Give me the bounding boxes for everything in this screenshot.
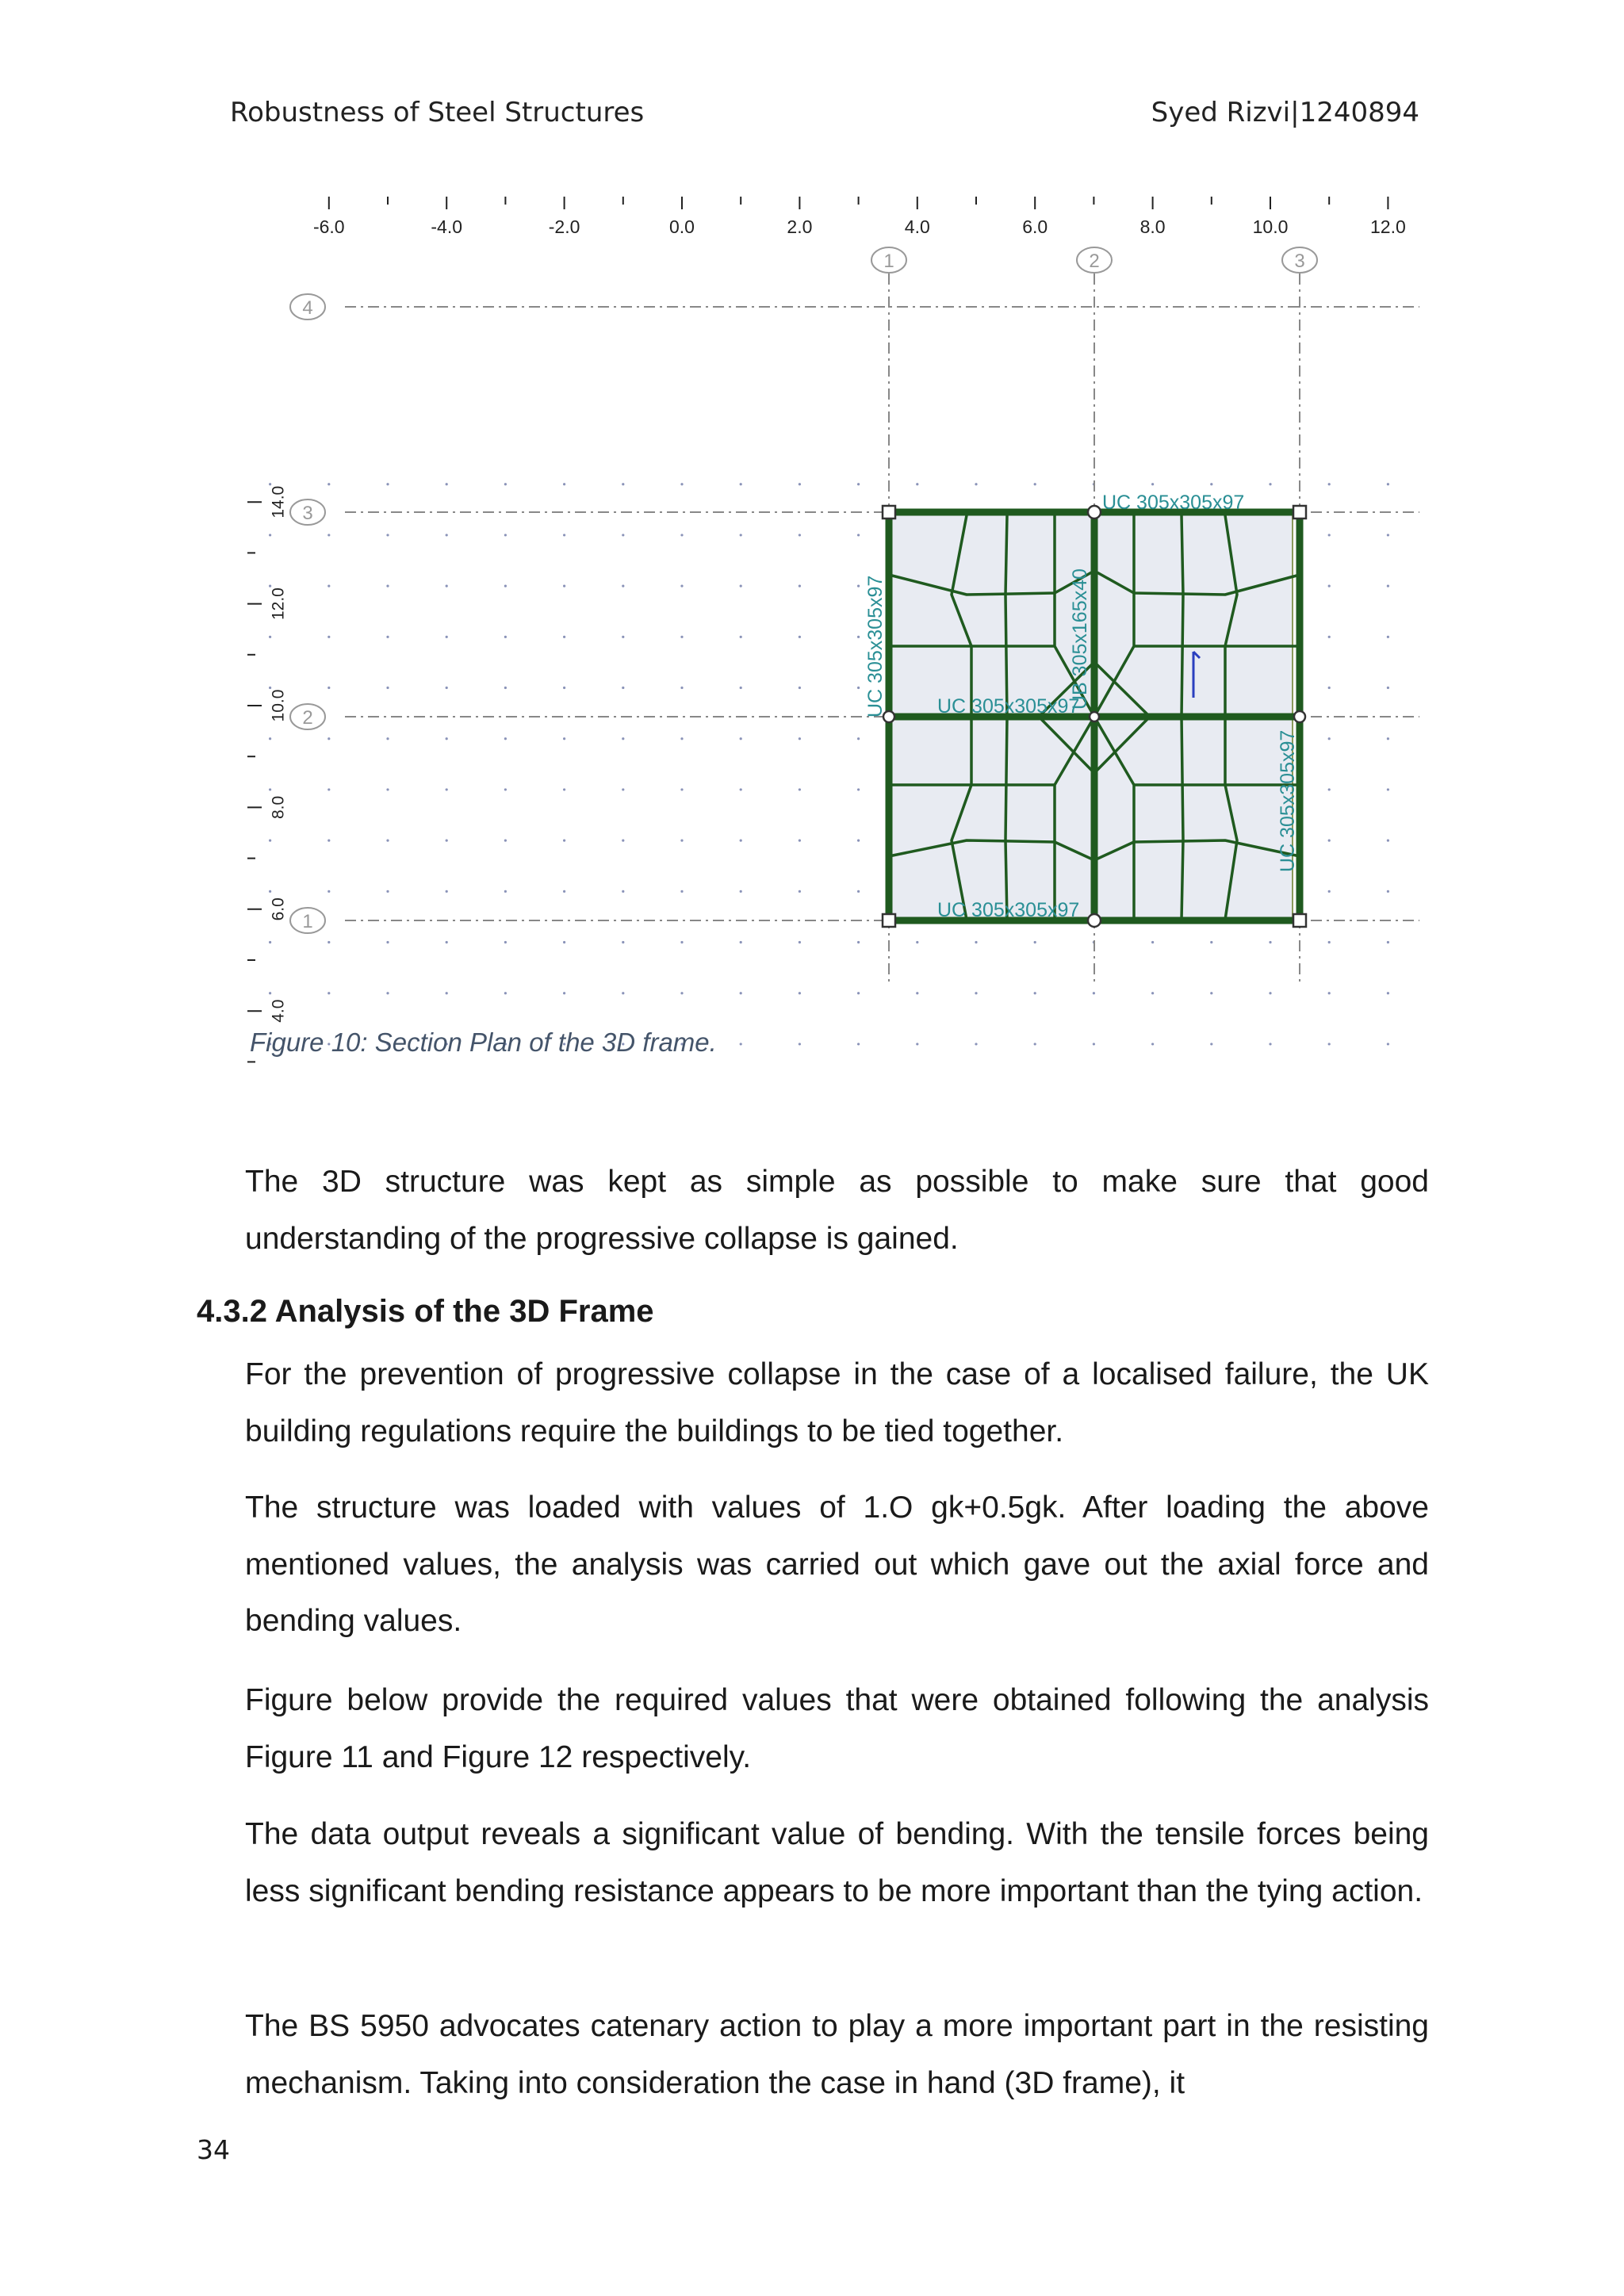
grid-dot: [857, 636, 860, 638]
grid-dot: [740, 483, 742, 485]
grid-dot: [1387, 737, 1389, 740]
grid-dot: [740, 992, 742, 994]
grid-dot: [680, 840, 683, 842]
grid-dot: [1269, 483, 1271, 485]
grid-dot: [386, 687, 389, 689]
grid-dot: [680, 890, 683, 893]
grid-dot: [740, 890, 742, 893]
grid-dot: [799, 534, 801, 536]
grid-dot: [1151, 992, 1154, 994]
grid-dot: [622, 992, 624, 994]
grid-dot: [1328, 534, 1331, 536]
grid-dot: [269, 636, 271, 638]
grid-dot: [446, 737, 448, 740]
grid-dot: [327, 840, 330, 842]
member-label-mid-beam: UC 305x305x97: [937, 695, 1080, 718]
grid-dot: [269, 737, 271, 740]
grid-dot: [563, 687, 565, 689]
grid-dot: [1328, 941, 1331, 943]
grid-dot: [857, 687, 860, 689]
grid-dot: [446, 890, 448, 893]
grid-dot: [563, 840, 565, 842]
grid-dot: [446, 992, 448, 994]
grid-dot: [857, 992, 860, 994]
grid-dot: [1034, 941, 1036, 943]
grid-dot: [1328, 585, 1331, 587]
x-tick-label: 12.0: [1370, 216, 1406, 237]
grid-dot: [386, 840, 389, 842]
grid-dot: [327, 737, 330, 740]
grid-dot: [740, 585, 742, 587]
grid-dot: [504, 840, 507, 842]
grid-dot: [327, 585, 330, 587]
x-tick-label: -4.0: [431, 216, 463, 237]
grid-dot: [504, 483, 507, 485]
grid-dot: [857, 483, 860, 485]
grid-dot: [1387, 992, 1389, 994]
grid-dot: [799, 788, 801, 790]
grid-dot: [504, 636, 507, 638]
grid-dot: [1328, 687, 1331, 689]
x-tick-label: 2.0: [787, 216, 813, 237]
grid-dot: [1387, 788, 1389, 790]
y-axis-ticks: [247, 486, 288, 1062]
grid-dot: [446, 483, 448, 485]
section-plan-figure: [238, 182, 1427, 1023]
grid-dot: [680, 788, 683, 790]
member-label-bottom-beam: UC 305x305x97: [937, 899, 1080, 921]
grid-dot: [975, 992, 977, 994]
grid-dot: [563, 788, 565, 790]
paragraph: The data output reveals a significant value of bending. With the tensile forces being less significant bending resistance appears to be more important than the tying action.: [245, 1817, 1429, 1908]
grid-dot: [563, 737, 565, 740]
grid-dot: [1387, 483, 1389, 485]
grid-dot: [327, 941, 330, 943]
grid-dot: [1034, 1043, 1036, 1045]
grid-dot: [327, 788, 330, 790]
grid-dot: [799, 992, 801, 994]
grid-dot: [386, 534, 389, 536]
grid-dot: [740, 1043, 742, 1045]
page-number: 34: [197, 2134, 230, 2165]
grid-dot: [799, 1043, 801, 1045]
grid-dot: [622, 788, 624, 790]
grid-dot: [799, 687, 801, 689]
grid-dot: [446, 636, 448, 638]
grid-dot: [386, 992, 389, 994]
grid-dot: [269, 687, 271, 689]
grid-dot: [1328, 992, 1331, 994]
x-tick-label: 0.0: [669, 216, 695, 237]
grid-dot: [1034, 992, 1036, 994]
grid-dot: [563, 585, 565, 587]
grid-dot: [680, 737, 683, 740]
paragraph: For the prevention of progressive collapse in the case of a localised failure, the UK building regulations require the buildings to be tied together.: [245, 1357, 1429, 1448]
grid-dot: [740, 737, 742, 740]
grid-dot: [916, 1043, 918, 1045]
grid-dot: [327, 534, 330, 536]
grid-dot: [446, 585, 448, 587]
grid-dot: [386, 737, 389, 740]
grid-dot: [327, 992, 330, 994]
grid-dot: [857, 890, 860, 893]
figure-caption: Figure 10: Section Plan of the 3D frame.: [250, 1027, 717, 1057]
x-tick-label: -6.0: [312, 216, 345, 237]
grid-bubble-label: 4: [302, 297, 313, 319]
grid-dot: [269, 992, 271, 994]
grid-dot: [386, 941, 389, 943]
grid-dot: [1328, 483, 1331, 485]
grid-dot: [1328, 1043, 1331, 1045]
grid-dot: [622, 585, 624, 587]
y-tick-label: 12.0: [269, 587, 288, 621]
grid-dot: [1387, 585, 1389, 587]
member-label-mid-column: UB 305x165x40: [1069, 568, 1091, 710]
x-tick-label: 10.0: [1252, 216, 1289, 237]
y-tick-label: 8.0: [269, 795, 288, 820]
y-tick-label: 10.0: [269, 689, 288, 722]
grid-dot: [1387, 687, 1389, 689]
grid-dot: [269, 534, 271, 536]
grid-dot: [269, 585, 271, 587]
grid-dot: [916, 483, 918, 485]
grid-dot: [446, 534, 448, 536]
grid-dot: [622, 840, 624, 842]
grid-dot: [1387, 890, 1389, 893]
grid-bubble-label: 1: [883, 251, 894, 272]
grid-dot: [1269, 1043, 1271, 1045]
grid-dot: [269, 941, 271, 943]
section-heading: 4.3.2 Analysis of the 3D Frame: [197, 1294, 654, 1329]
grid-dot: [622, 890, 624, 893]
grid-bubble-label: 1: [302, 911, 313, 932]
grid-dot: [857, 840, 860, 842]
member-label-right-column: UC 305x305x97: [1277, 729, 1299, 872]
grid-dot: [269, 890, 271, 893]
paragraph: Figure below provide the required values that were obtained following the analysis Figure 11 and Figure 12 respectively.: [245, 1683, 1429, 1774]
running-header-title: Robustness of Steel Structures: [230, 97, 645, 128]
grid-dot: [1387, 941, 1389, 943]
grid-dot: [680, 687, 683, 689]
paragraph: The structure was loaded with values of 1.O gk+0.5gk. After loading the above mentioned values, the analysis was carried out which gave out the axial force and bending values.: [245, 1490, 1429, 1638]
grid-dot: [386, 636, 389, 638]
grid-dot: [857, 788, 860, 790]
grid-dot: [1034, 483, 1036, 485]
x-tick-label: -2.0: [548, 216, 580, 237]
grid-dot: [740, 941, 742, 943]
grid-dot: [680, 941, 683, 943]
grid-dot: [1210, 941, 1212, 943]
grid-dot: [1328, 840, 1331, 842]
grid-dot: [563, 890, 565, 893]
grid-dot: [446, 941, 448, 943]
grid-dot: [504, 992, 507, 994]
grid-dot: [504, 585, 507, 587]
grid-dot: [622, 636, 624, 638]
grid-dot: [975, 941, 977, 943]
grid-dot: [916, 941, 918, 943]
grid-dot: [504, 534, 507, 536]
grid-dot: [1328, 890, 1331, 893]
grid-dot: [799, 890, 801, 893]
grid-dot: [622, 737, 624, 740]
grid-dot: [857, 585, 860, 587]
grid-dot: [1210, 992, 1212, 994]
grid-dot: [1328, 636, 1331, 638]
grid-dot: [799, 941, 801, 943]
grid-dot: [799, 636, 801, 638]
grid-dot: [386, 483, 389, 485]
grid-dot: [504, 687, 507, 689]
grid-dot: [1387, 534, 1389, 536]
grid-dot: [269, 788, 271, 790]
x-axis-ticks: [313, 197, 1406, 237]
grid-dot: [1210, 483, 1212, 485]
grid-dot: [740, 788, 742, 790]
grid-dot: [857, 737, 860, 740]
grid-dot: [386, 890, 389, 893]
grid-dot: [799, 483, 801, 485]
grid-dot: [563, 636, 565, 638]
grid-dot: [680, 636, 683, 638]
grid-dot: [857, 534, 860, 536]
running-header-author: Syed Rizvi|1240894: [1151, 97, 1419, 128]
grid-dot: [446, 840, 448, 842]
grid-dot: [740, 534, 742, 536]
grid-dot: [1387, 636, 1389, 638]
member-label-left-column: UC 305x305x97: [864, 575, 887, 718]
grid-dot: [327, 687, 330, 689]
grid-dot: [680, 534, 683, 536]
grid-dot: [975, 1043, 977, 1045]
grid-dot: [680, 483, 683, 485]
grid-dot: [680, 992, 683, 994]
grid-dot: [1387, 840, 1389, 842]
grid-dot: [1151, 483, 1154, 485]
grid-dot: [504, 890, 507, 893]
grid-dot: [1093, 1043, 1095, 1045]
grid-bubble-label: 3: [1294, 251, 1305, 272]
grid-dot: [1387, 1043, 1389, 1045]
grid-dot: [386, 788, 389, 790]
grid-dot: [916, 992, 918, 994]
grid-dot: [799, 840, 801, 842]
grid-dot: [563, 941, 565, 943]
grid-dot: [1328, 788, 1331, 790]
grid-dot: [1328, 737, 1331, 740]
grid-dot: [740, 687, 742, 689]
grid-dot: [269, 483, 271, 485]
grid-dot: [680, 585, 683, 587]
grid-dot: [1269, 992, 1271, 994]
grid-dot: [799, 737, 801, 740]
grid-dot: [504, 788, 507, 790]
x-tick-label: 6.0: [1022, 216, 1048, 237]
grid-dot: [857, 1043, 860, 1045]
grid-dot: [327, 890, 330, 893]
grid-bubble-label: 2: [302, 707, 313, 729]
grid-dot: [622, 941, 624, 943]
grid-dot: [563, 483, 565, 485]
x-tick-label: 8.0: [1139, 216, 1166, 237]
y-tick-label: 4.0: [269, 999, 288, 1023]
grid-dot: [563, 992, 565, 994]
grid-dot: [1151, 941, 1154, 943]
grid-dot: [1210, 1043, 1212, 1045]
grid-dot: [1151, 1043, 1154, 1045]
grid-dot: [799, 585, 801, 587]
grid-dot: [1269, 941, 1271, 943]
grid-dot: [327, 636, 330, 638]
grid-bubble-label: 2: [1089, 251, 1100, 272]
grid-dot: [269, 840, 271, 842]
paragraph: The 3D structure was kept as simple as possible to make sure that good understanding of the progressive collapse is gained.: [245, 1165, 1429, 1256]
member-label-top-beam: UC 305x305x97: [1102, 492, 1245, 514]
paragraph: The BS 5950 advocates catenary action to play a more important part in the resisting mechanism. Taking into consideration the case in hand (3D frame), it: [245, 2009, 1429, 2100]
grid-dot: [740, 636, 742, 638]
grid-dot: [504, 941, 507, 943]
grid-dot: [327, 483, 330, 485]
y-tick-label: 6.0: [269, 897, 288, 921]
y-tick-label: 14.0: [269, 485, 288, 519]
x-tick-label: 4.0: [904, 216, 930, 237]
grid-dot: [563, 534, 565, 536]
grid-dot: [622, 687, 624, 689]
grid-dot: [622, 483, 624, 485]
grid-dot: [975, 483, 977, 485]
grid-dot: [1093, 992, 1095, 994]
grid-dot: [446, 687, 448, 689]
grid-dot: [504, 737, 507, 740]
grid-dot: [386, 585, 389, 587]
grid-dot: [446, 788, 448, 790]
grid-bubble-label: 3: [302, 503, 313, 524]
grid-dot: [622, 534, 624, 536]
grid-dot: [740, 840, 742, 842]
grid-dot: [857, 941, 860, 943]
